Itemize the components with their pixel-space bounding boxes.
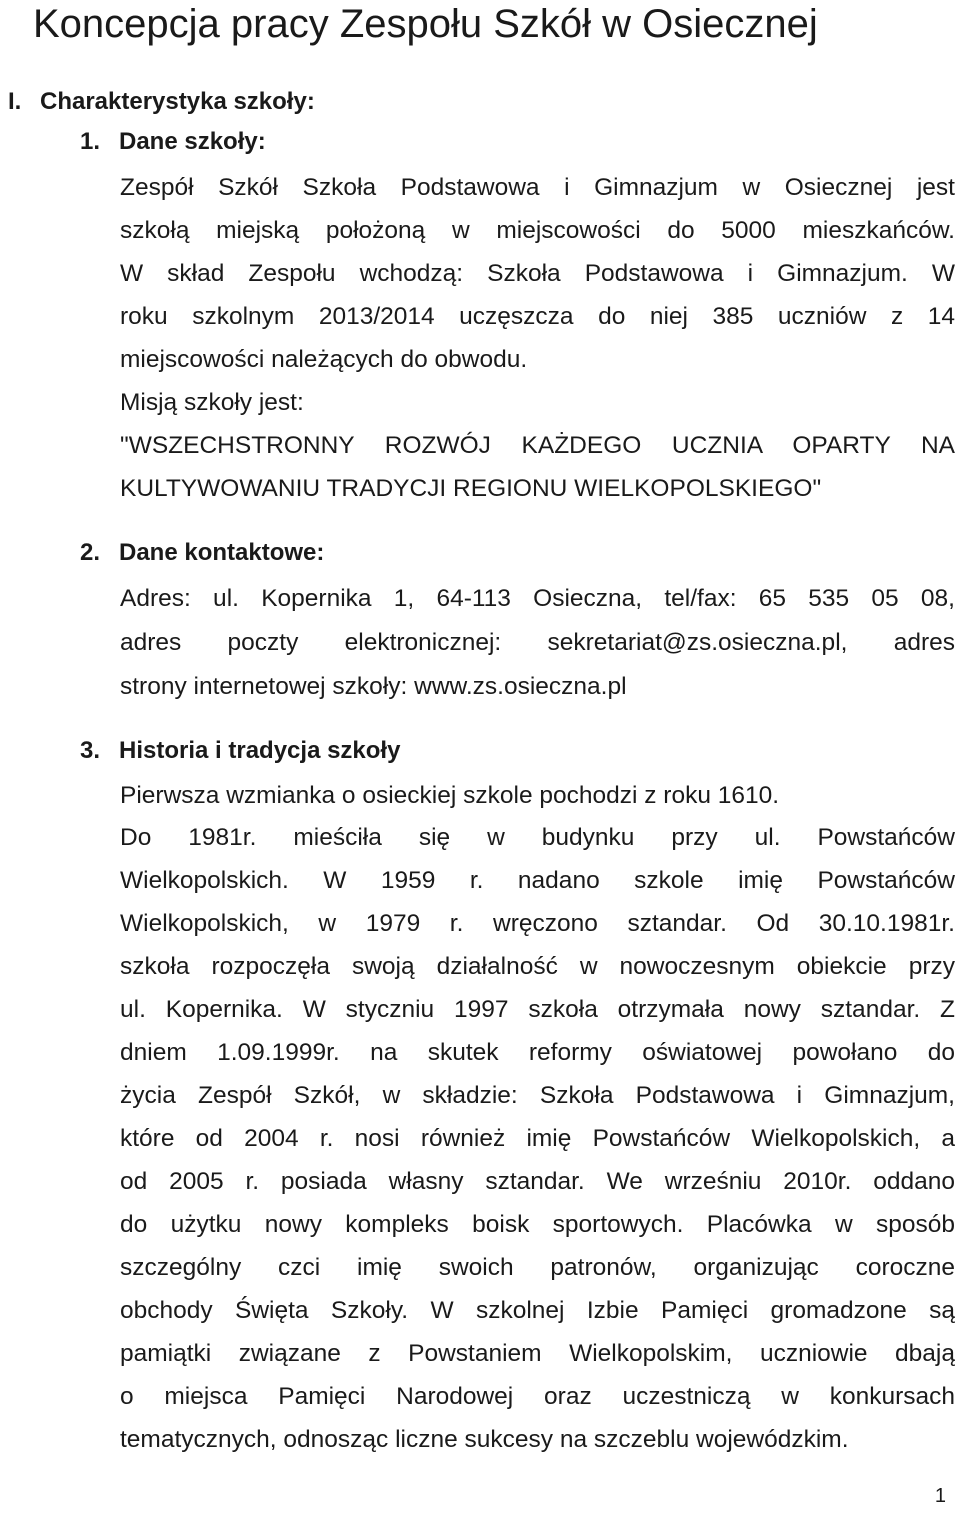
text-line: ul. Kopernika. W styczniu 1997 szkoła otrzymała nowy sztandar. Z — [120, 996, 955, 1023]
text-line: Adres: ul. Kopernika 1, 64-113 Osieczna, tel/fax: 65 535 05 08, — [120, 585, 955, 612]
paragraph-mission — [120, 424, 955, 510]
text-line: "WSZECHSTRONNY ROZWÓJ KAŻDEGO UCZNIA OPARTY NA — [120, 432, 955, 459]
text-line: szkołą miejską położoną w miejscowości do 5000 mieszkańców. — [120, 217, 955, 244]
document-title: Koncepcja pracy Zespołu Szkół w Osiecznej — [33, 2, 818, 46]
text-line: dniem 1.09.1999r. na skutek reformy oświatowej powołano do — [120, 1039, 955, 1066]
paragraph-mission-label — [120, 381, 955, 424]
paragraph-contact — [120, 577, 955, 709]
text-line: Wielkopolskich. W 1959 r. nadano szkole imię Powstańców — [120, 867, 955, 894]
section-title: Charakterystyka szkoły: — [40, 88, 315, 115]
text-line: od 2005 r. posiada własny sztandar. We wrześniu 2010r. oddano — [120, 1168, 955, 1195]
subsection-title: Dane kontaktowe: — [119, 539, 325, 566]
text-line: obchody Święta Szkoły. W szkolnej Izbie Pamięci gromadzone są — [120, 1297, 955, 1324]
text-line: pamiątki związane z Powstaniem Wielkopolskim, uczniowie dbają — [120, 1340, 955, 1367]
section-heading — [8, 82, 315, 122]
text-line: W skład Zespołu wchodzą: Szkoła Podstawowa i Gimnazjum. W — [120, 260, 955, 287]
text-line: Misją szkoły jest: — [120, 389, 304, 416]
subsection-number: 3. — [80, 737, 101, 764]
paragraph-history — [120, 816, 955, 1461]
text-line: KULTYWOWANIU TRADYCJI REGIONU WIELKOPOLSKIEGO" — [120, 475, 822, 502]
text-line: życia Zespół Szkół, w składzie: Szkoła Podstawowa i Gimnazjum, — [120, 1082, 955, 1109]
subsection-number: 2. — [80, 539, 101, 566]
text-line: szkoła rozpoczęła swoją działalność w nowoczesnym obiekcie przy — [120, 953, 955, 980]
section-number: I. — [8, 88, 22, 115]
subsection-title: Historia i tradycja szkoły — [119, 737, 401, 764]
subsection-title: Dane szkoły: — [119, 128, 266, 155]
text-line: Do 1981r. mieściła się w budynku przy ul. Powstańców — [120, 824, 955, 851]
text-line: które od 2004 r. nosi również imię Powstańców Wielkopolskich, a — [120, 1125, 955, 1152]
text-line: roku szkolnym 2013/2014 uczęszcza do niej 385 uczniów z 14 — [120, 303, 955, 330]
text-line: Zespół Szkół Szkoła Podstawowa i Gimnazjum w Osiecznej jest — [120, 174, 955, 201]
text-line: adres poczty elektronicznej: sekretariat@zs.osieczna.pl, adres — [120, 629, 955, 656]
text-line: Wielkopolskich, w 1979 r. wręczono sztandar. Od 30.10.1981r. — [120, 910, 955, 937]
text-line: do użytku nowy kompleks boisk sportowych. Placówka w sposób — [120, 1211, 955, 1238]
paragraph-history-intro — [120, 774, 955, 817]
text-line: szczególny czci imię swoich patronów, organizując coroczne — [120, 1254, 955, 1281]
paragraph-school-data — [120, 166, 955, 381]
subsection-heading — [80, 731, 400, 771]
text-line: strony internetowej szkoły: www.zs.osieczna.pl — [120, 673, 627, 700]
text-line: miejscowości należących do obwodu. — [120, 346, 528, 373]
page-number: 1 — [934, 1485, 946, 1507]
subsection-heading — [80, 533, 324, 573]
text-line: Pierwsza wzmianka o osieckiej szkole pochodzi z roku 1610. — [120, 782, 780, 809]
text-line: tematycznych, odnosząc liczne sukcesy na szczeblu wojewódzkim. — [120, 1426, 849, 1453]
subsection-heading — [80, 122, 266, 162]
text-line: o miejsca Pamięci Narodowej oraz uczestniczą w konkursach — [120, 1383, 955, 1410]
subsection-number: 1. — [80, 128, 101, 155]
